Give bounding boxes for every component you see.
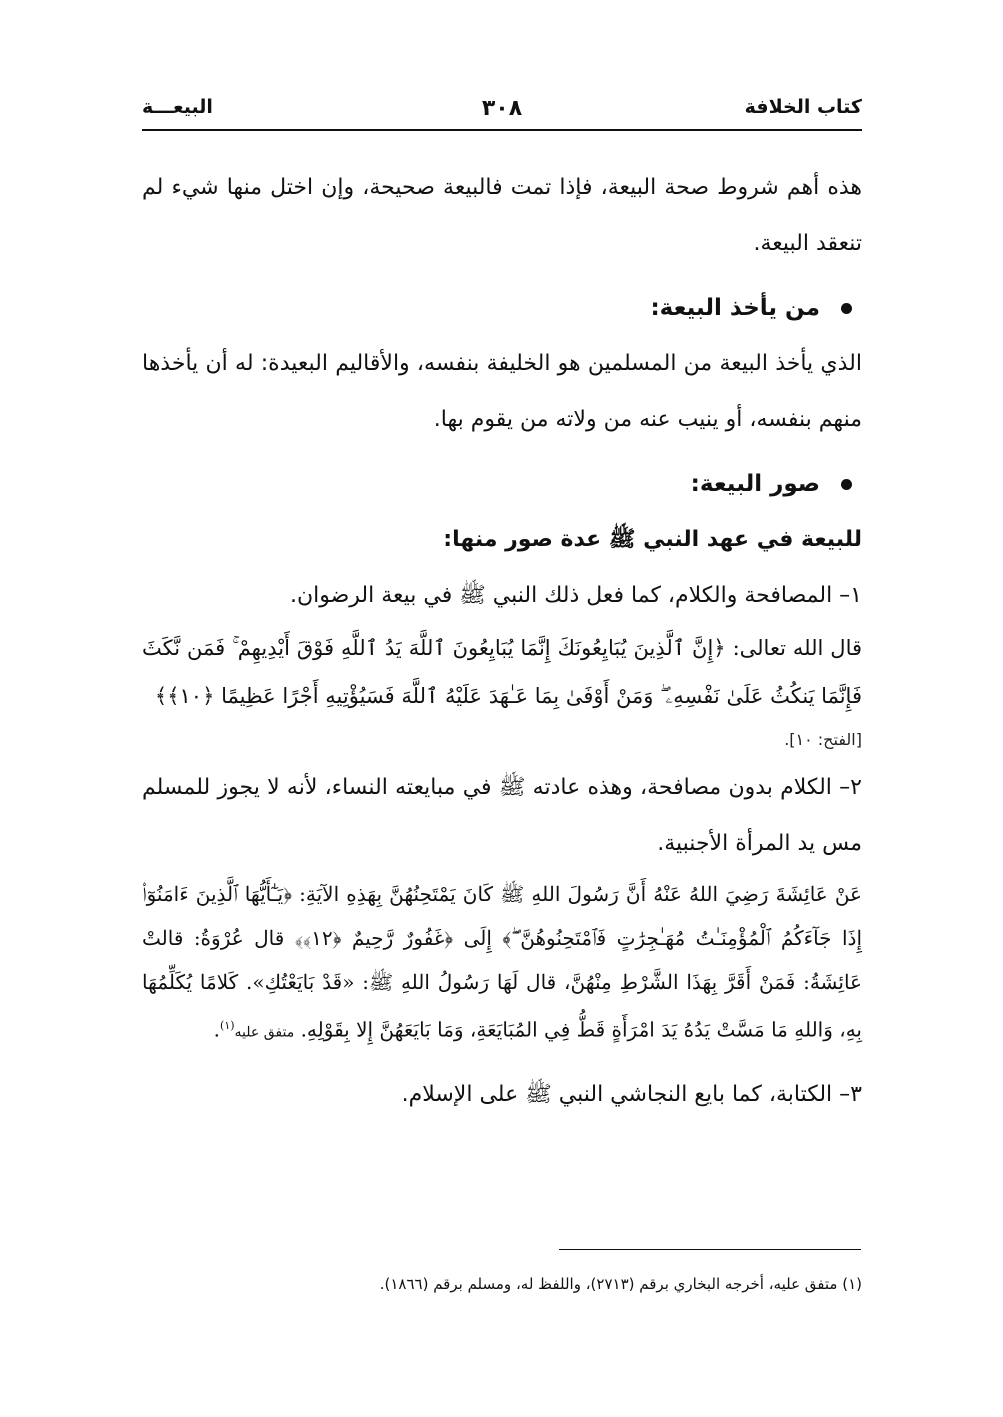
paragraph-who-takes: الذي يأخذ البيعة من المسلمين هو الخليفة بنفسه، والأقاليم البعيدة: له أن يأخذها منهم بنفسه، أو ينيب عنه من ولاته من يقوم بها. xyxy=(142,351,862,432)
book-title: كتاب الخلافة xyxy=(744,96,862,118)
bullet-icon xyxy=(841,303,852,314)
quran-verse: ﴿إِنَّ ٱلَّذِينَ يُبَايِعُونَكَ إِنَّمَا يُبَايِعُونَ ٱللَّهَ يَدُ ٱللَّهِ فَوْقَ أَيْدِيهِمْ ۚ فَمَن نَّكَثَ فَإِنَّمَا يَنكُثُ عَلَىٰ نَفْسِهِۦ ۖ وَمَنْ أَوْفَىٰ بِمَا عَـٰهَدَ عَلَيْهُ ٱللَّهَ فَسَيُؤْتِيهِ أَجْرًا عَظِيمًا ﴿١٠﴾﴾ xyxy=(142,636,862,708)
footnote-marker[interactable]: (١) xyxy=(220,1019,235,1032)
quran-verse-block xyxy=(142,624,862,720)
running-header xyxy=(142,92,862,132)
quran-intro: قال الله تعالى: xyxy=(725,636,862,660)
hadith-text: عَنْ عَائِشَةَ رَضِيَ اللهُ عَنْهُ أَنَّ رَسُولَ اللهِ ﷺ كَانَ يَمْتَحِنُهُنَّ بِهَذِهِ الآيَةِ: ﴿يَـٰٓأَيُّهَا ٱلَّذِينَ ءَامَنُوٓا۟ إِذَا جَآءَكُمُ ٱلْمُؤْمِنَـٰتُ مُهَـٰجِرَٰتٍ فَٱمْتَحِنُوهُنَّ ۖ﴾ إِلَى ﴿غَفُورٌ رَّحِيمٌ ﴿١٢﴾﴾ قال عُرْوَةُ: قالتْ عَائِشَةُ: فَمَنْ أَقَرَّ بِهَذَا الشَّرْطِ مِنْهُنَّ، قال لَهَا رَسُولُ اللهِ ﷺ: «قَدْ بَايَعْتُكِ». كَلامًا يُكَلِّمُهَا بِهِ، وَاللهِ مَا مَسَّتْ يَدُهُ يَدَ امْرَأَةٍ قَطُّ فِي المُبَايَعَةِ، وَمَا بَايَعَهُنَّ إِلا بِقَوْلِهِ. xyxy=(142,882,862,1042)
paragraph-conditions: هذه أهم شروط صحة البيعة، فإذا تمت فالبيعة صحيحة، وإن اختل منها شيء لم تنعقد البيعة. xyxy=(142,175,862,256)
page-number: ٣٠٨ xyxy=(481,96,523,121)
section-heading-text: صور البيعة: xyxy=(690,471,820,497)
section-heading-who-takes xyxy=(142,280,862,336)
quran-citation: [الفتح: ١٠]. xyxy=(784,730,862,749)
chapter-title: البيعـــة xyxy=(142,96,213,118)
hadith-block xyxy=(142,872,862,1055)
footnote-rule xyxy=(559,1249,861,1250)
list-item-writing: ٣– الكتابة، كما بايع النجاشي النبي ﷺ على الإسلام. xyxy=(401,1081,862,1107)
section-heading-forms xyxy=(142,456,862,512)
page-body xyxy=(142,160,862,1123)
list-item-handshake: ١– المصافحة والكلام، كما فعل ذلك النبي ﷺ في بيعة الرضوان. xyxy=(289,583,862,608)
header-rule xyxy=(142,129,862,131)
footnote: (١) متفق عليه، أخرجه البخاري برقم (٢٧١٣)، واللفظ له، ومسلم برقم (١٨٦٦). xyxy=(379,1275,862,1293)
forms-intro: للبيعة في عهد النبي ﷺ عدة صور منها: xyxy=(443,527,862,552)
section-heading-text: من يأخذ البيعة: xyxy=(650,295,820,321)
bullet-icon xyxy=(841,479,852,490)
list-item-speech: ٢– الكلام بدون مصافحة، وهذه عادته ﷺ في مبايعته النساء، لأنه لا يجوز للمسلم مس يد المرأة الأجنبية. xyxy=(142,775,862,856)
hadith-end: . xyxy=(213,1017,221,1042)
hadith-source: متفق عليه xyxy=(234,1024,295,1041)
